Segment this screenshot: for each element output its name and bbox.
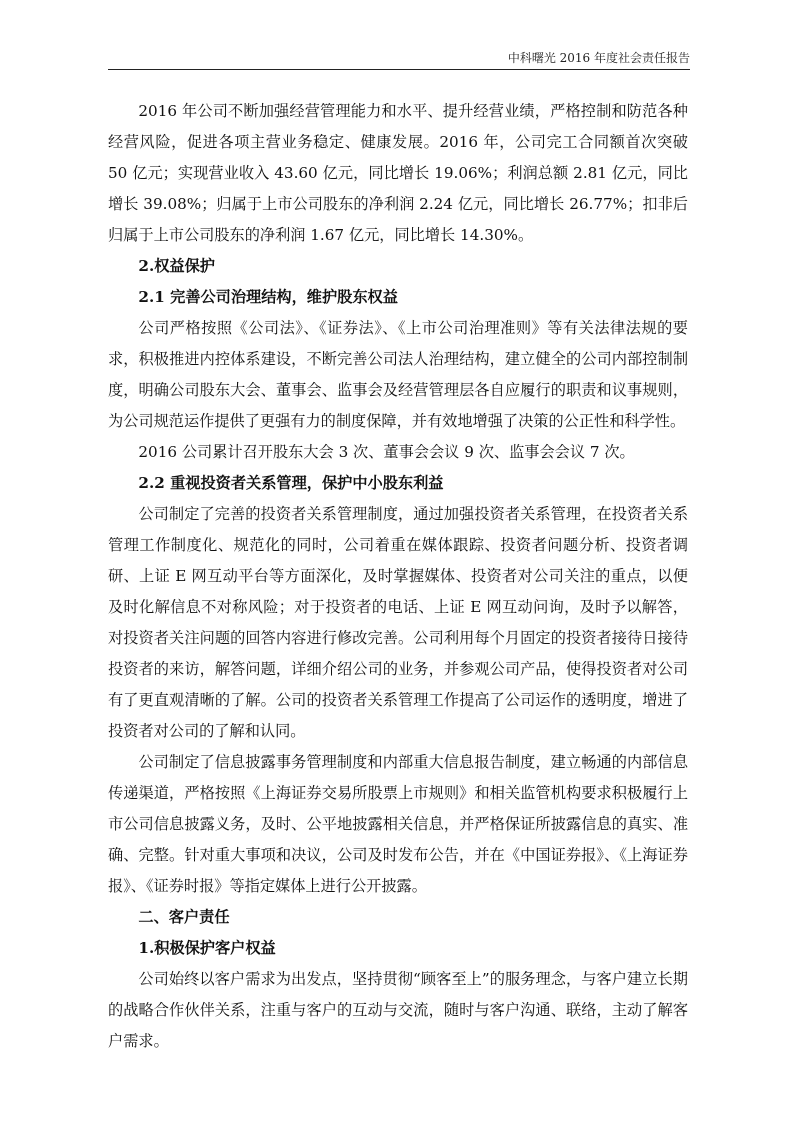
paragraph-governance: 公司严格按照《公司法》、《证券法》、《上市公司治理准则》等有关法律法规的要求，积极推进内控体系建设，不断完善公司法人治理结构，建立健全的公司内部控制制度，明确公司股东大会、董事会、监事会及经营管理层各自应履行的职责和议事规则，为公司规范运作提供了更强有力的制度保障，并有效地增强了决策的公正性和科学性。 xyxy=(108,319,688,430)
page-header xyxy=(108,41,690,70)
paragraph-disclosure: 公司制定了信息披露事务管理制度和内部重大信息报告制度，建立畅通的内部信息传递渠道，严格按照《上海证券交易所股票上市规则》和相关监管机构要求积极履行上市公司信息披露义务，及时、公平地披露相关信息，并严格保证所披露信息的真实、准确、完整。针对重大事项和决议，公司及时发布公告，并在《中国证券报》、《上海证券报》、《证券时报》等指定媒体上进行公开披露。 xyxy=(108,753,688,895)
paragraph-meetings: 2016 公司累计召开股东大会 3 次、董事会会议 9 次、监事会会议 7 次。 xyxy=(138,443,635,461)
paragraph-performance: 2016 年公司不断加强经营管理能力和水平、提升经营业绩，严格控制和防范各种经营风险，促进各项主营业务稳定、健康发展。2016 年，公司完工合同额首次突破 50 亿元；实现营业收入 43.60 亿元，同比增长 19.06%；利润总额 2.81 亿元，同比增长 39.08%；归属于上市公司股东的净利润 2.24 亿元，同比增长 26.77%；扣非后归属于上市公司股东的净利润 1.67 亿元，同比增长 14.30%。 xyxy=(108,102,688,244)
header-title: 中科曙光 2016 年度社会责任报告 xyxy=(507,51,690,65)
chapter-heading-customer-responsibility: 二、客户责任 xyxy=(138,908,230,926)
subsection-heading-investor-relations: 2.2 重视投资者关系管理，保护中小股东利益 xyxy=(138,474,444,492)
section-heading-equity-protection: 2.权益保护 xyxy=(138,257,215,275)
paragraph-customer: 公司始终以客户需求为出发点，坚持贯彻“顾客至上”的服务理念，与客户建立长期的战略合作伙伴关系，注重与客户的互动与交流，随时与客户沟通、联络，主动了解客户需求。 xyxy=(108,970,688,1050)
document-body xyxy=(108,96,688,1057)
subsection-heading-governance: 2.1 完善公司治理结构，维护股东权益 xyxy=(138,288,398,306)
section-heading-customer-rights: 1.积极保护客户权益 xyxy=(138,939,276,957)
paragraph-investor-relations: 公司制定了完善的投资者关系管理制度，通过加强投资者关系管理，在投资者关系管理工作制度化、规范化的同时，公司着重在媒体跟踪、投资者问题分析、投资者调研、上证 E 网互动平台等方面深化，及时掌握媒体、投资者对公司关注的重点，以便及时化解信息不对称风险；对于投资者的电话、上证 E 网互动问询，及时予以解答，对投资者关注问题的回答内容进行修改完善。公司利用每个月固定的投资者接待日接待投资者的来访，解答问题，详细介绍公司的业务，并参观公司产品，使得投资者对公司有了更直观清晰的了解。公司的投资者关系管理工作提高了公司运作的透明度，增进了投资者对公司的了解和认同。 xyxy=(108,505,688,740)
